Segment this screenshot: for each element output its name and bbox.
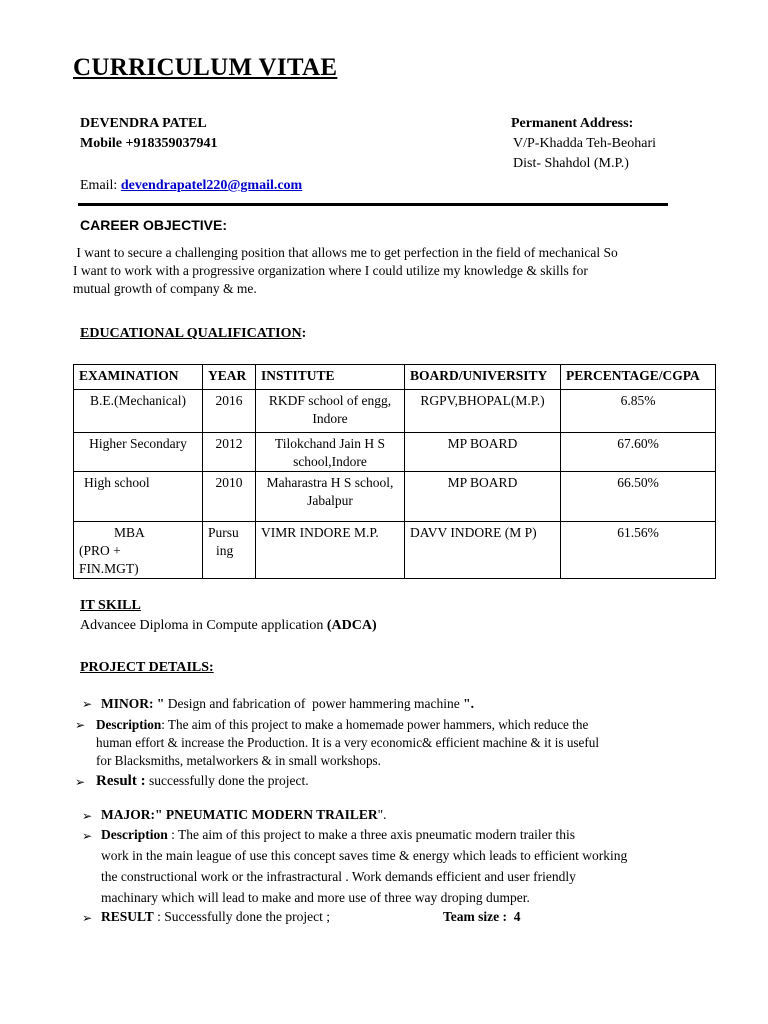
cell-institute: Tilokchand Jain H S school,Indore <box>256 433 405 472</box>
project-details-heading: PROJECT DETAILS: <box>80 660 214 675</box>
header-divider <box>78 203 668 206</box>
result-label: RESULT <box>101 909 154 924</box>
address-line-2: Dist- Shahdol (M.P.) <box>513 156 629 171</box>
major-label: MAJOR:" PNEUMATIC MODERN TRAILER <box>101 807 378 822</box>
major-description-line: machinary which will lead to make and more use of three way droping dumper. <box>101 890 530 905</box>
cell-institute: VIMR INDORE M.P. <box>256 522 405 579</box>
cell-line: MBA <box>114 525 145 540</box>
cell-year: 2012 <box>203 433 256 472</box>
candidate-name: DEVENDRA PATEL <box>80 116 207 131</box>
cell-board: MP BOARD <box>405 472 561 522</box>
cell-line: FIN.MGT) <box>79 561 139 576</box>
education-table <box>73 364 716 579</box>
cell-percentage: 66.50% <box>561 472 716 522</box>
major-description-line: the constructional work or the infrastractural . Work demands efficient and user friendly <box>101 869 576 884</box>
major-project-line <box>101 806 387 824</box>
email-link[interactable]: devendrapatel220@gmail.com <box>120 178 303 193</box>
result-label: Result : <box>96 773 146 789</box>
minor-description-line <box>96 716 588 734</box>
table-header-row <box>74 365 716 390</box>
major-description-line: work in the main league of use this concept saves time & energy which leads to efficient working <box>101 848 628 863</box>
career-objective-line: mutual growth of company & me. <box>73 281 257 296</box>
cell-percentage: 6.85% <box>561 390 716 433</box>
cell-board: RGPV,BHOPAL(M.P.) <box>405 390 561 433</box>
it-skill-abbreviation: (ADCA) <box>326 618 377 633</box>
major-close: ". <box>377 807 387 822</box>
major-result-line <box>101 908 330 926</box>
cell-line: Pursu <box>208 525 239 540</box>
column-header-institute: INSTITUTE <box>256 365 405 390</box>
cell-year: 2016 <box>203 390 256 433</box>
minor-description-line: human effort & increase the Production. It is a very economic& efficient machine & it is useful <box>96 735 600 750</box>
cell-board: MP BOARD <box>405 433 561 472</box>
table-row <box>74 472 716 522</box>
education-heading <box>80 325 306 343</box>
cell-percentage: 67.60% <box>561 433 716 472</box>
major-description-text: : The aim of this project to make a three axis pneumatic modern trailer this <box>167 827 575 842</box>
table-row <box>74 390 716 433</box>
career-objective-line: I want to work with a progressive organization where I could utilize my knowledge & skills for <box>73 263 588 278</box>
minor-description-line: for Blacksmiths, metalworkers & in small workshops. <box>96 753 381 768</box>
cell-institute: RKDF school of engg, Indore <box>256 390 405 433</box>
column-header-examination: EXAMINATION <box>74 365 203 390</box>
it-skill-heading: IT SKILL <box>80 598 141 613</box>
minor-label: MINOR: " <box>101 696 165 711</box>
cell-board: DAVV INDORE (M P) <box>405 522 561 579</box>
cell-line: (PRO + <box>79 543 121 558</box>
result-text: successfully done the project. <box>145 773 309 788</box>
bullet-arrow-icon: ➢ <box>75 718 86 732</box>
bullet-arrow-icon: ➢ <box>82 911 93 925</box>
table-row <box>74 433 716 472</box>
column-header-percentage: PERCENTAGE/CGPA <box>561 365 716 390</box>
cell-examination: High school <box>74 472 203 522</box>
bullet-arrow-icon: ➢ <box>75 775 86 789</box>
cell-examination <box>74 522 203 579</box>
cell-institute: Maharastra H S school, Jabalpur <box>256 472 405 522</box>
column-header-board: BOARD/UNIVERSITY <box>405 365 561 390</box>
bullet-arrow-icon: ➢ <box>82 809 93 823</box>
table-row <box>74 522 716 579</box>
cell-line: ing <box>216 543 234 558</box>
education-heading-text: EDUCATIONAL QUALIFICATION <box>80 326 302 341</box>
address-label: Permanent Address: <box>511 116 634 131</box>
it-skill-text <box>80 617 377 635</box>
result-text: : Successfully done the project ; <box>153 909 330 924</box>
description-label: Description <box>101 827 168 842</box>
education-heading-colon: : <box>301 326 307 341</box>
minor-close: ". <box>463 696 475 711</box>
major-description-line <box>101 826 575 844</box>
career-objective-line: I want to secure a challenging position that allows me to get perfection in the field of mechanical So <box>73 245 618 260</box>
team-size: Team size : 4 <box>443 909 521 924</box>
email-label: Email: <box>80 178 118 193</box>
description-label: Description <box>96 717 162 732</box>
minor-description-text: : The aim of this project to make a homemade power hammers, which reduce the <box>161 717 589 732</box>
page-title: CURRICULUM VITAE <box>73 54 338 81</box>
cell-year <box>203 522 256 579</box>
cell-year: 2010 <box>203 472 256 522</box>
mobile-number: Mobile +918359037941 <box>80 136 218 151</box>
career-objective-heading: CAREER OBJECTIVE: <box>80 217 228 233</box>
cell-examination: Higher Secondary <box>74 433 203 472</box>
address-line-1: V/P-Khadda Teh-Beohari <box>513 136 657 151</box>
email-line <box>80 177 302 195</box>
cell-percentage: 61.56% <box>561 522 716 579</box>
cell-examination: B.E.(Mechanical) <box>74 390 203 433</box>
minor-project-line <box>101 695 474 713</box>
bullet-arrow-icon: ➢ <box>82 697 93 711</box>
bullet-arrow-icon: ➢ <box>82 829 93 843</box>
minor-result-line <box>96 772 309 790</box>
column-header-year: YEAR <box>203 365 256 390</box>
it-skill-description: Advancee Diploma in Compute application <box>80 618 327 633</box>
minor-title: Design and fabrication of power hammering machine <box>164 696 464 711</box>
